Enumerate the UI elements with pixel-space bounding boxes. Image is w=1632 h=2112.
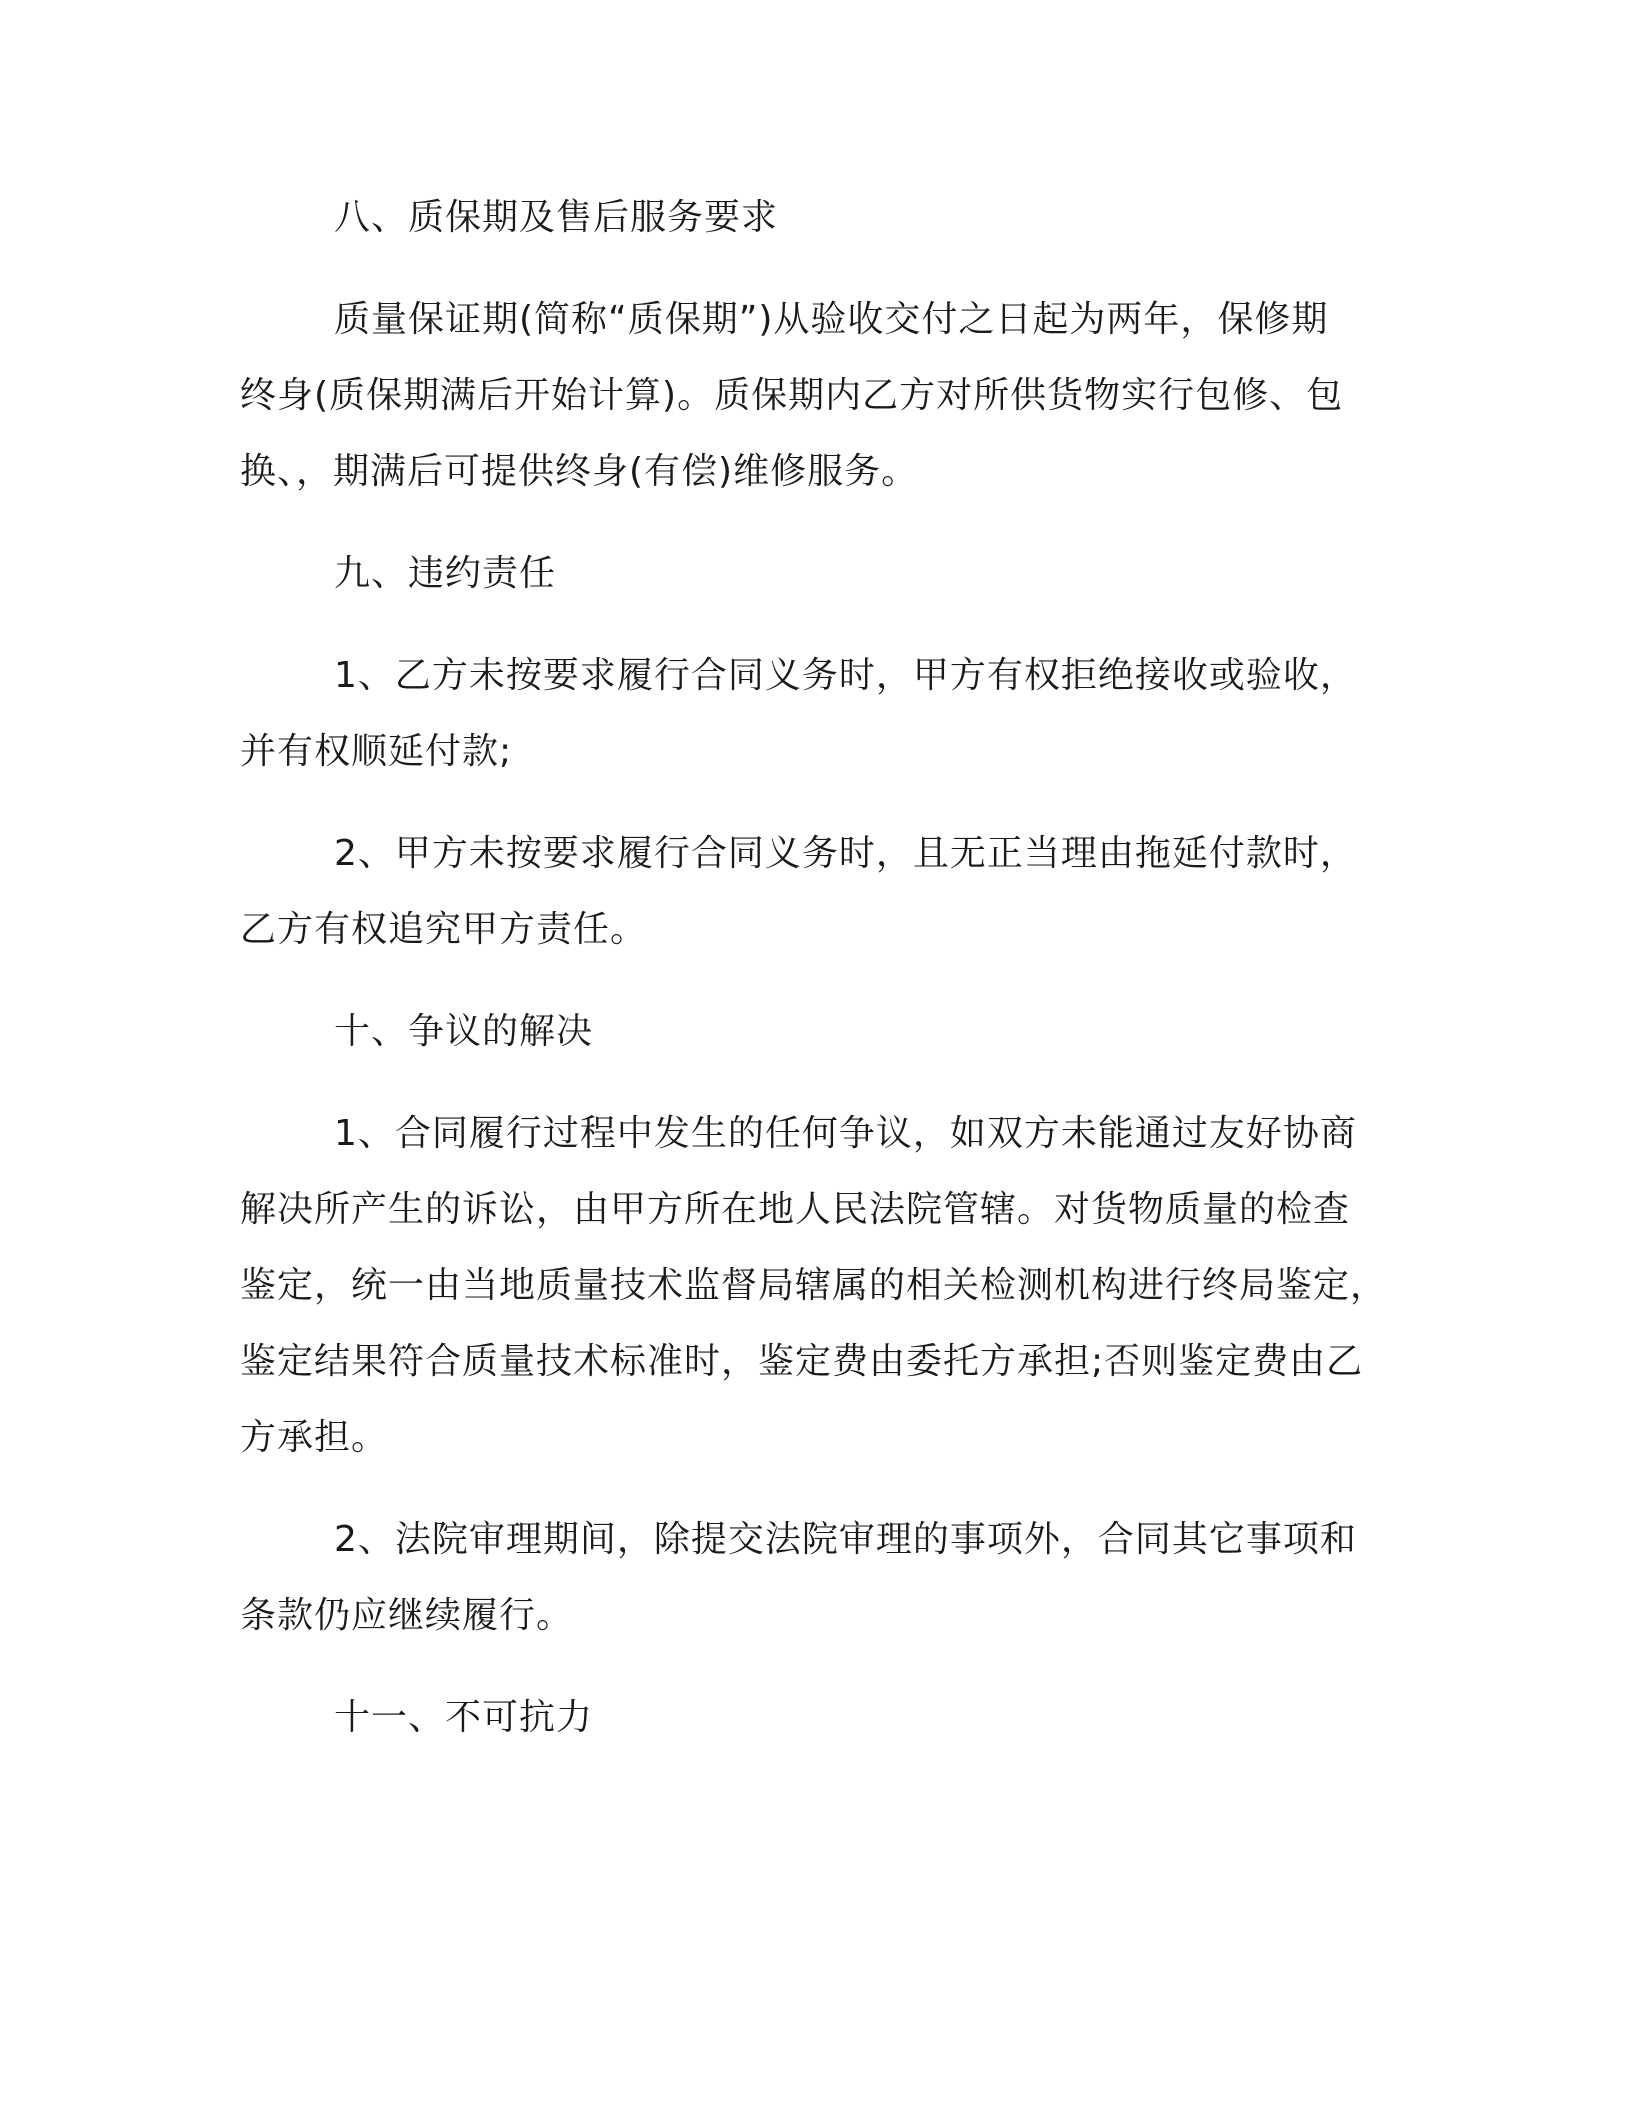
section-8-paragraph-line: 质量保证期(简称“质保期”)从验收交付之日起为两年，保修期 bbox=[334, 299, 1329, 340]
section-9-item-1-line: 并有权顺延付款; bbox=[240, 731, 513, 772]
section-9-item-2-line: 2、甲方未按要求履行合同义务时，且无正当理由拖延付款时， bbox=[334, 833, 1357, 874]
section-10-item-1-line: 1、合同履行过程中发生的任何争议，如双方未能通过友好协商 bbox=[334, 1113, 1357, 1154]
section-10-item-2-line: 2、法院审理期间，除提交法院审理的事项外，合同其它事项和 bbox=[334, 1519, 1357, 1560]
section-10-item-1-line: 鉴定，统一由当地质量技术监督局辖属的相关检测机构进行终局鉴定， bbox=[240, 1265, 1388, 1306]
section-10-item-1-line: 鉴定结果符合质量技术标准时，鉴定费由委托方承担;否则鉴定费由乙 bbox=[240, 1341, 1364, 1382]
section-8-paragraph-line: 换、，期满后可提供终身(有偿)维修服务。 bbox=[240, 451, 919, 492]
section-10-item-1-line: 方承担。 bbox=[240, 1417, 389, 1458]
section-10-item-1-line: 解决所产生的诉讼，由甲方所在地人民法院管辖。对货物质量的检查 bbox=[240, 1189, 1351, 1230]
section-9-item-2-line: 乙方有权追究甲方责任。 bbox=[240, 909, 648, 950]
section-8-heading: 八、质保期及售后服务要求 bbox=[334, 197, 779, 238]
section-11-heading: 十一、不可抗力 bbox=[334, 1697, 594, 1738]
section-9-item-1-line: 1、乙方未按要求履行合同义务时，甲方有权拒绝接收或验收， bbox=[334, 655, 1357, 696]
section-10-heading: 十、争议的解决 bbox=[334, 1011, 594, 1052]
section-10-item-2-line: 条款仍应继续履行。 bbox=[240, 1595, 574, 1636]
section-9-heading: 九、违约责任 bbox=[334, 553, 557, 594]
section-8-paragraph-line: 终身(质保期满后开始计算)。质保期内乙方对所供货物实行包修、包 bbox=[240, 375, 1344, 416]
